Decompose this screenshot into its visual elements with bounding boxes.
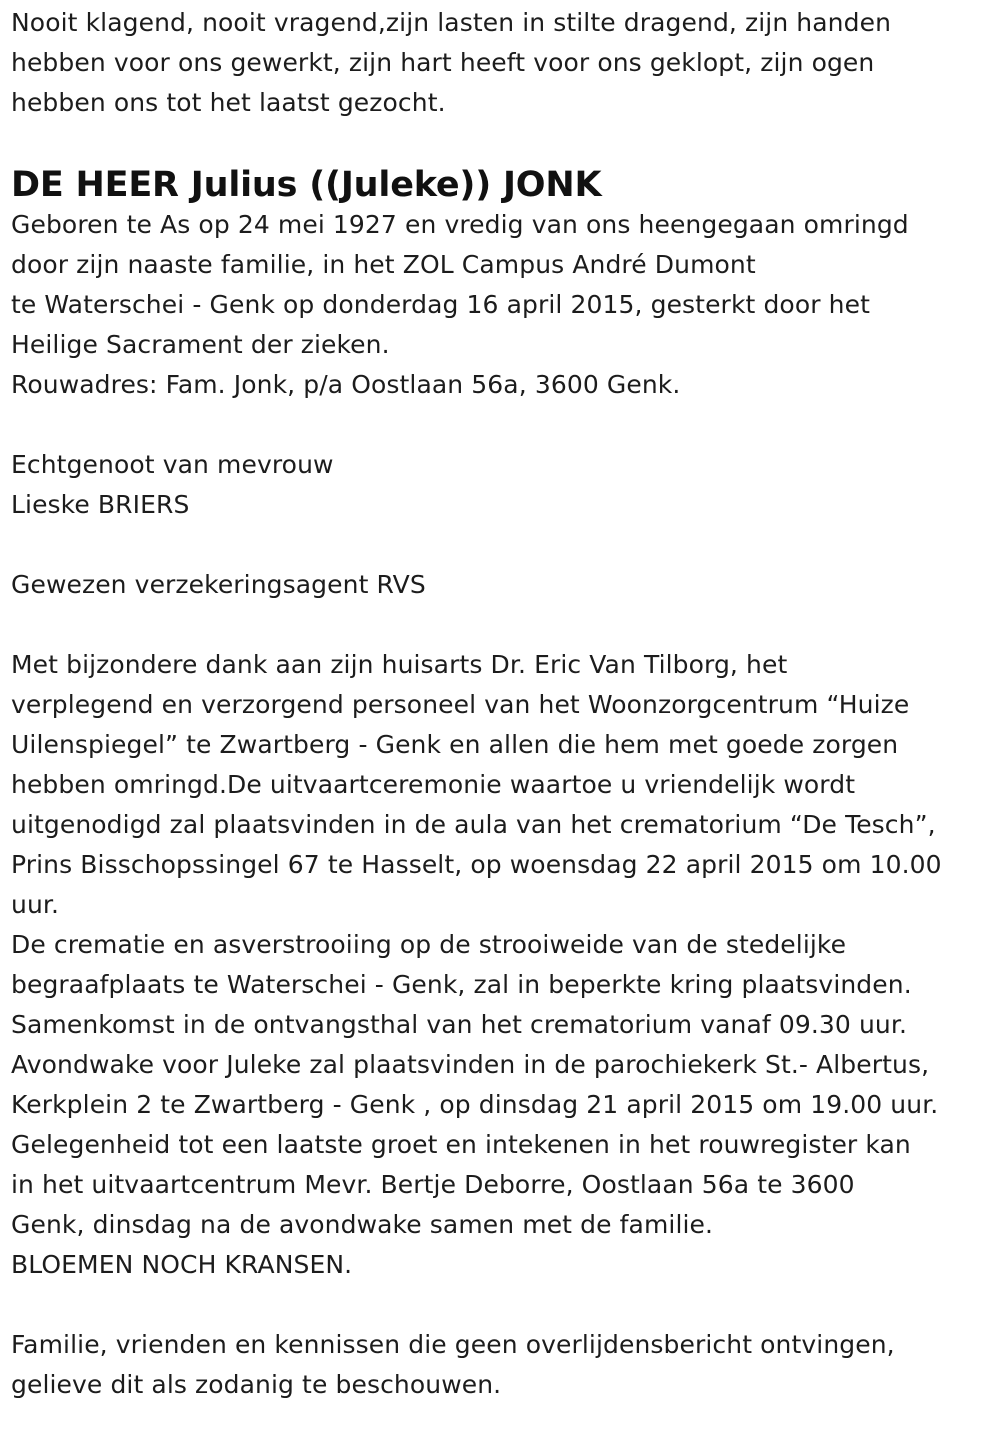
mourning-address-line: Rouwadres: Fam. Jonk, p/a Oostlaan 56a, 3600 Genk.: [11, 370, 681, 399]
flowers-notice: BLOEMEN NOCH KRANSEN.: [11, 1250, 353, 1279]
spouse-section: [11, 445, 986, 525]
details-line: in het uitvaartcentrum Mevr. Bertje Deborre, Oostlaan 56a te 3600: [11, 1170, 855, 1199]
details-line: hebben omringd.De uitvaartceremonie waartoe u vriendelijk wordt: [11, 770, 856, 799]
details-line: uitgenodigd zal plaatsvinden in de aula van het crematorium “De Tesch”,: [11, 810, 936, 839]
closing-line: gelieve dit als zodanig te beschouwen.: [11, 1370, 502, 1399]
details-line: Met bijzondere dank aan zijn huisarts Dr. Eric Van Tilborg, het: [11, 650, 788, 679]
spacer: [11, 525, 986, 565]
details-line: uur.: [11, 890, 60, 919]
details-line: begraafplaats te Waterschei - Genk, zal in beperkte kring plaatsvinden.: [11, 970, 912, 999]
details-line: Avondwake voor Juleke zal plaatsvinden in de parochiekerk St.- Albertus,: [11, 1050, 930, 1079]
opening-quote: [11, 3, 986, 123]
details-line: Kerkplein 2 te Zwartberg - Genk , op dinsdag 21 april 2015 om 19.00 uur.: [11, 1090, 939, 1119]
birth-and-death-paragraph: [11, 205, 986, 405]
spouse-name: Lieske BRIERS: [11, 490, 190, 519]
occupation-section: [11, 565, 986, 605]
details-line: Genk, dinsdag na de avondwake samen met de familie.: [11, 1210, 714, 1239]
details-line: Gelegenheid tot een laatste groet en intekenen in het rouwregister kan: [11, 1130, 911, 1159]
funeral-details: [11, 645, 986, 1285]
quote-line: hebben voor ons gewerkt, zijn hart heeft voor ons geklopt, zijn ogen: [11, 48, 875, 77]
spacer: [11, 405, 986, 445]
paragraph-line: te Waterschei - Genk op donderdag 16 april 2015, gesterkt door het: [11, 290, 870, 319]
quote-line: hebben ons tot het laatst gezocht.: [11, 88, 446, 117]
quote-line: Nooit klagend, nooit vragend,zijn lasten in stilte dragend, zijn handen: [11, 8, 892, 37]
paragraph-line: door zijn naaste familie, in het ZOL Campus André Dumont: [11, 250, 756, 279]
closing-note: [11, 1325, 986, 1405]
deceased-name-heading: DE HEER Julius ((Juleke)) JONK: [11, 165, 602, 205]
spouse-label: Echtgenoot van mevrouw: [11, 450, 334, 479]
occupation-line: Gewezen verzekeringsagent RVS: [11, 570, 426, 599]
paragraph-line: Geboren te As op 24 mei 1927 en vredig van ons heengegaan omringd: [11, 210, 909, 239]
obituary-notice: [11, 3, 986, 1405]
spacer: [11, 123, 986, 165]
details-line: Prins Bisschopssingel 67 te Hasselt, op woensdag 22 april 2015 om 10.00: [11, 850, 942, 879]
spacer: [11, 605, 986, 645]
details-line: Samenkomst in de ontvangsthal van het crematorium vanaf 09.30 uur.: [11, 1010, 908, 1039]
details-line: De crematie en asverstrooiing op de strooiweide van de stedelijke: [11, 930, 847, 959]
details-line: Uilenspiegel” te Zwartberg - Genk en allen die hem met goede zorgen: [11, 730, 899, 759]
spacer: [11, 1285, 986, 1325]
paragraph-line: Heilige Sacrament der zieken.: [11, 330, 390, 359]
details-line: verplegend en verzorgend personeel van het Woonzorgcentrum “Huize: [11, 690, 910, 719]
closing-line: Familie, vrienden en kennissen die geen overlijdensbericht ontvingen,: [11, 1330, 895, 1359]
